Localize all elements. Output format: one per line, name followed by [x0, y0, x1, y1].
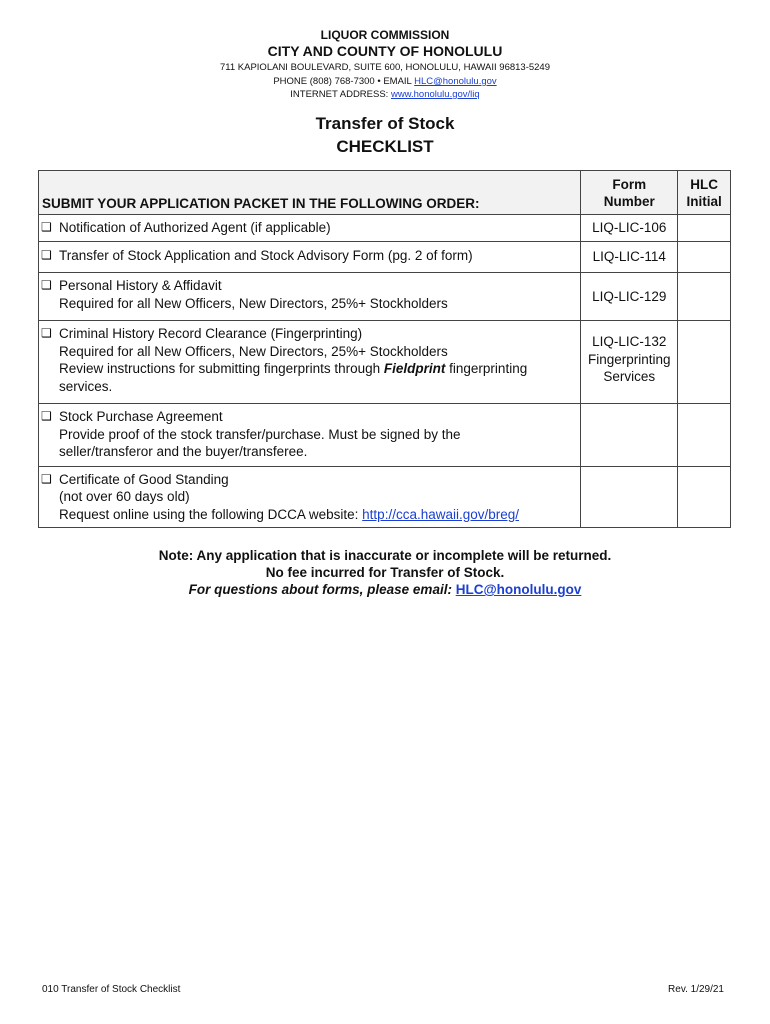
form-number	[581, 321, 677, 390]
footer-form-name: 010 Transfer of Stock Checklist	[42, 984, 181, 995]
form-number-line1: LIQ-LIC-132	[592, 334, 667, 349]
item-instruction-end: fingerprinting services.	[59, 361, 528, 394]
hlc-initial-cell	[678, 466, 731, 528]
table-row	[39, 404, 731, 467]
form-number-line3: Services	[603, 369, 656, 384]
table-row	[39, 466, 731, 528]
form-number: LIQ-LIC-106	[592, 220, 667, 235]
checkbox-icon[interactable]: ❑	[41, 247, 52, 262]
website-link[interactable]: www.honolulu.gov/liq	[390, 89, 480, 100]
item-detail: Required for all New Officers, New Directors, 25%+ Stockholders	[59, 343, 448, 359]
form-header-line1: Form	[612, 176, 647, 192]
checkbox-icon[interactable]: ❑	[41, 278, 52, 292]
hlc-header-line1: HLC	[690, 176, 718, 192]
email-link[interactable]: HLC@honolulu.gov	[414, 76, 497, 87]
form-number-header	[581, 171, 678, 215]
item-instruction: Review instructions for submitting fingerprints through	[59, 361, 384, 376]
form-number: LIQ-LIC-129	[592, 288, 667, 304]
checklist-table	[38, 170, 731, 528]
hlc-initial-cell	[678, 404, 731, 467]
internet-label: INTERNET ADDRESS:	[290, 89, 391, 100]
page-subtitle: CHECKLIST	[336, 137, 434, 156]
note-returned: Note: Any application that is inaccurate or incomplete will be returned.	[158, 548, 612, 563]
dcca-link[interactable]: http://cca.hawaii.gov/breg/	[362, 506, 520, 522]
phone-email-line	[0, 76, 770, 87]
address-line: 711 KAPIOLANI BOULEVARD, SUITE 600, HONOLULU, HAWAII 96813-5249	[220, 62, 550, 73]
phone-text: PHONE (808) 768-7300 • EMAIL	[273, 76, 415, 87]
item-label: Transfer of Stock Application and Stock Advisory Form (pg. 2 of form)	[59, 247, 473, 263]
note-questions	[0, 582, 770, 597]
checkbox-icon[interactable]: ❑	[41, 326, 52, 340]
table-header-row	[39, 171, 731, 215]
hlc-initial-cell	[678, 321, 731, 404]
instruction-header: SUBMIT YOUR APPLICATION PACKET IN THE FOLLOWING ORDER:	[39, 171, 581, 215]
checkbox-icon[interactable]: ❑	[41, 220, 52, 234]
hlc-initial-cell	[678, 273, 731, 321]
hlc-header-line2: Initial	[686, 193, 722, 209]
hlc-initial-header	[678, 171, 731, 215]
questions-email-link[interactable]: HLC@honolulu.gov	[455, 582, 582, 597]
item-label: Personal History & Affidavit	[59, 278, 222, 293]
item-label: Stock Purchase Agreement	[59, 409, 223, 424]
form-header-line2: Number	[603, 193, 655, 209]
item-detail: (not over 60 days old)	[59, 489, 190, 504]
footer-revision: Rev. 1/29/21	[668, 984, 724, 995]
table-row	[39, 215, 731, 242]
item-detail: Required for all New Officers, New Directors, 25%+ Stockholders	[59, 295, 448, 311]
agency-name: LIQUOR COMMISSION	[320, 28, 450, 42]
item-detail: Provide proof of the stock transfer/purchase. Must be signed by the seller/transferor and the buyer/transferee.	[59, 426, 461, 459]
note-no-fee: No fee incurred for Transfer of Stock.	[265, 565, 505, 580]
form-number: LIQ-LIC-114	[592, 249, 666, 264]
form-number-line2: Fingerprinting	[588, 351, 671, 367]
hlc-initial-cell	[678, 215, 731, 242]
item-label: Criminal History Record Clearance (Fingerprinting)	[59, 326, 363, 341]
checkbox-icon[interactable]: ❑	[41, 471, 52, 486]
item-instruction: Request online using the following DCCA website:	[59, 506, 363, 522]
internet-line	[0, 89, 770, 100]
checkbox-icon[interactable]: ❑	[41, 409, 52, 423]
questions-text: For questions about forms, please email:	[188, 582, 456, 597]
form-number-empty	[581, 466, 678, 528]
page-title: Transfer of Stock	[315, 114, 455, 133]
hlc-initial-cell	[678, 241, 731, 273]
fieldprint-text: Fieldprint	[383, 361, 446, 376]
table-row	[39, 273, 731, 321]
table-row	[39, 321, 731, 404]
form-number-empty	[581, 404, 678, 467]
item-label: Certificate of Good Standing	[59, 471, 229, 487]
item-label: Notification of Authorized Agent (if applicable)	[59, 220, 331, 235]
table-row	[39, 241, 731, 273]
city-name: CITY AND COUNTY OF HONOLULU	[267, 43, 503, 59]
